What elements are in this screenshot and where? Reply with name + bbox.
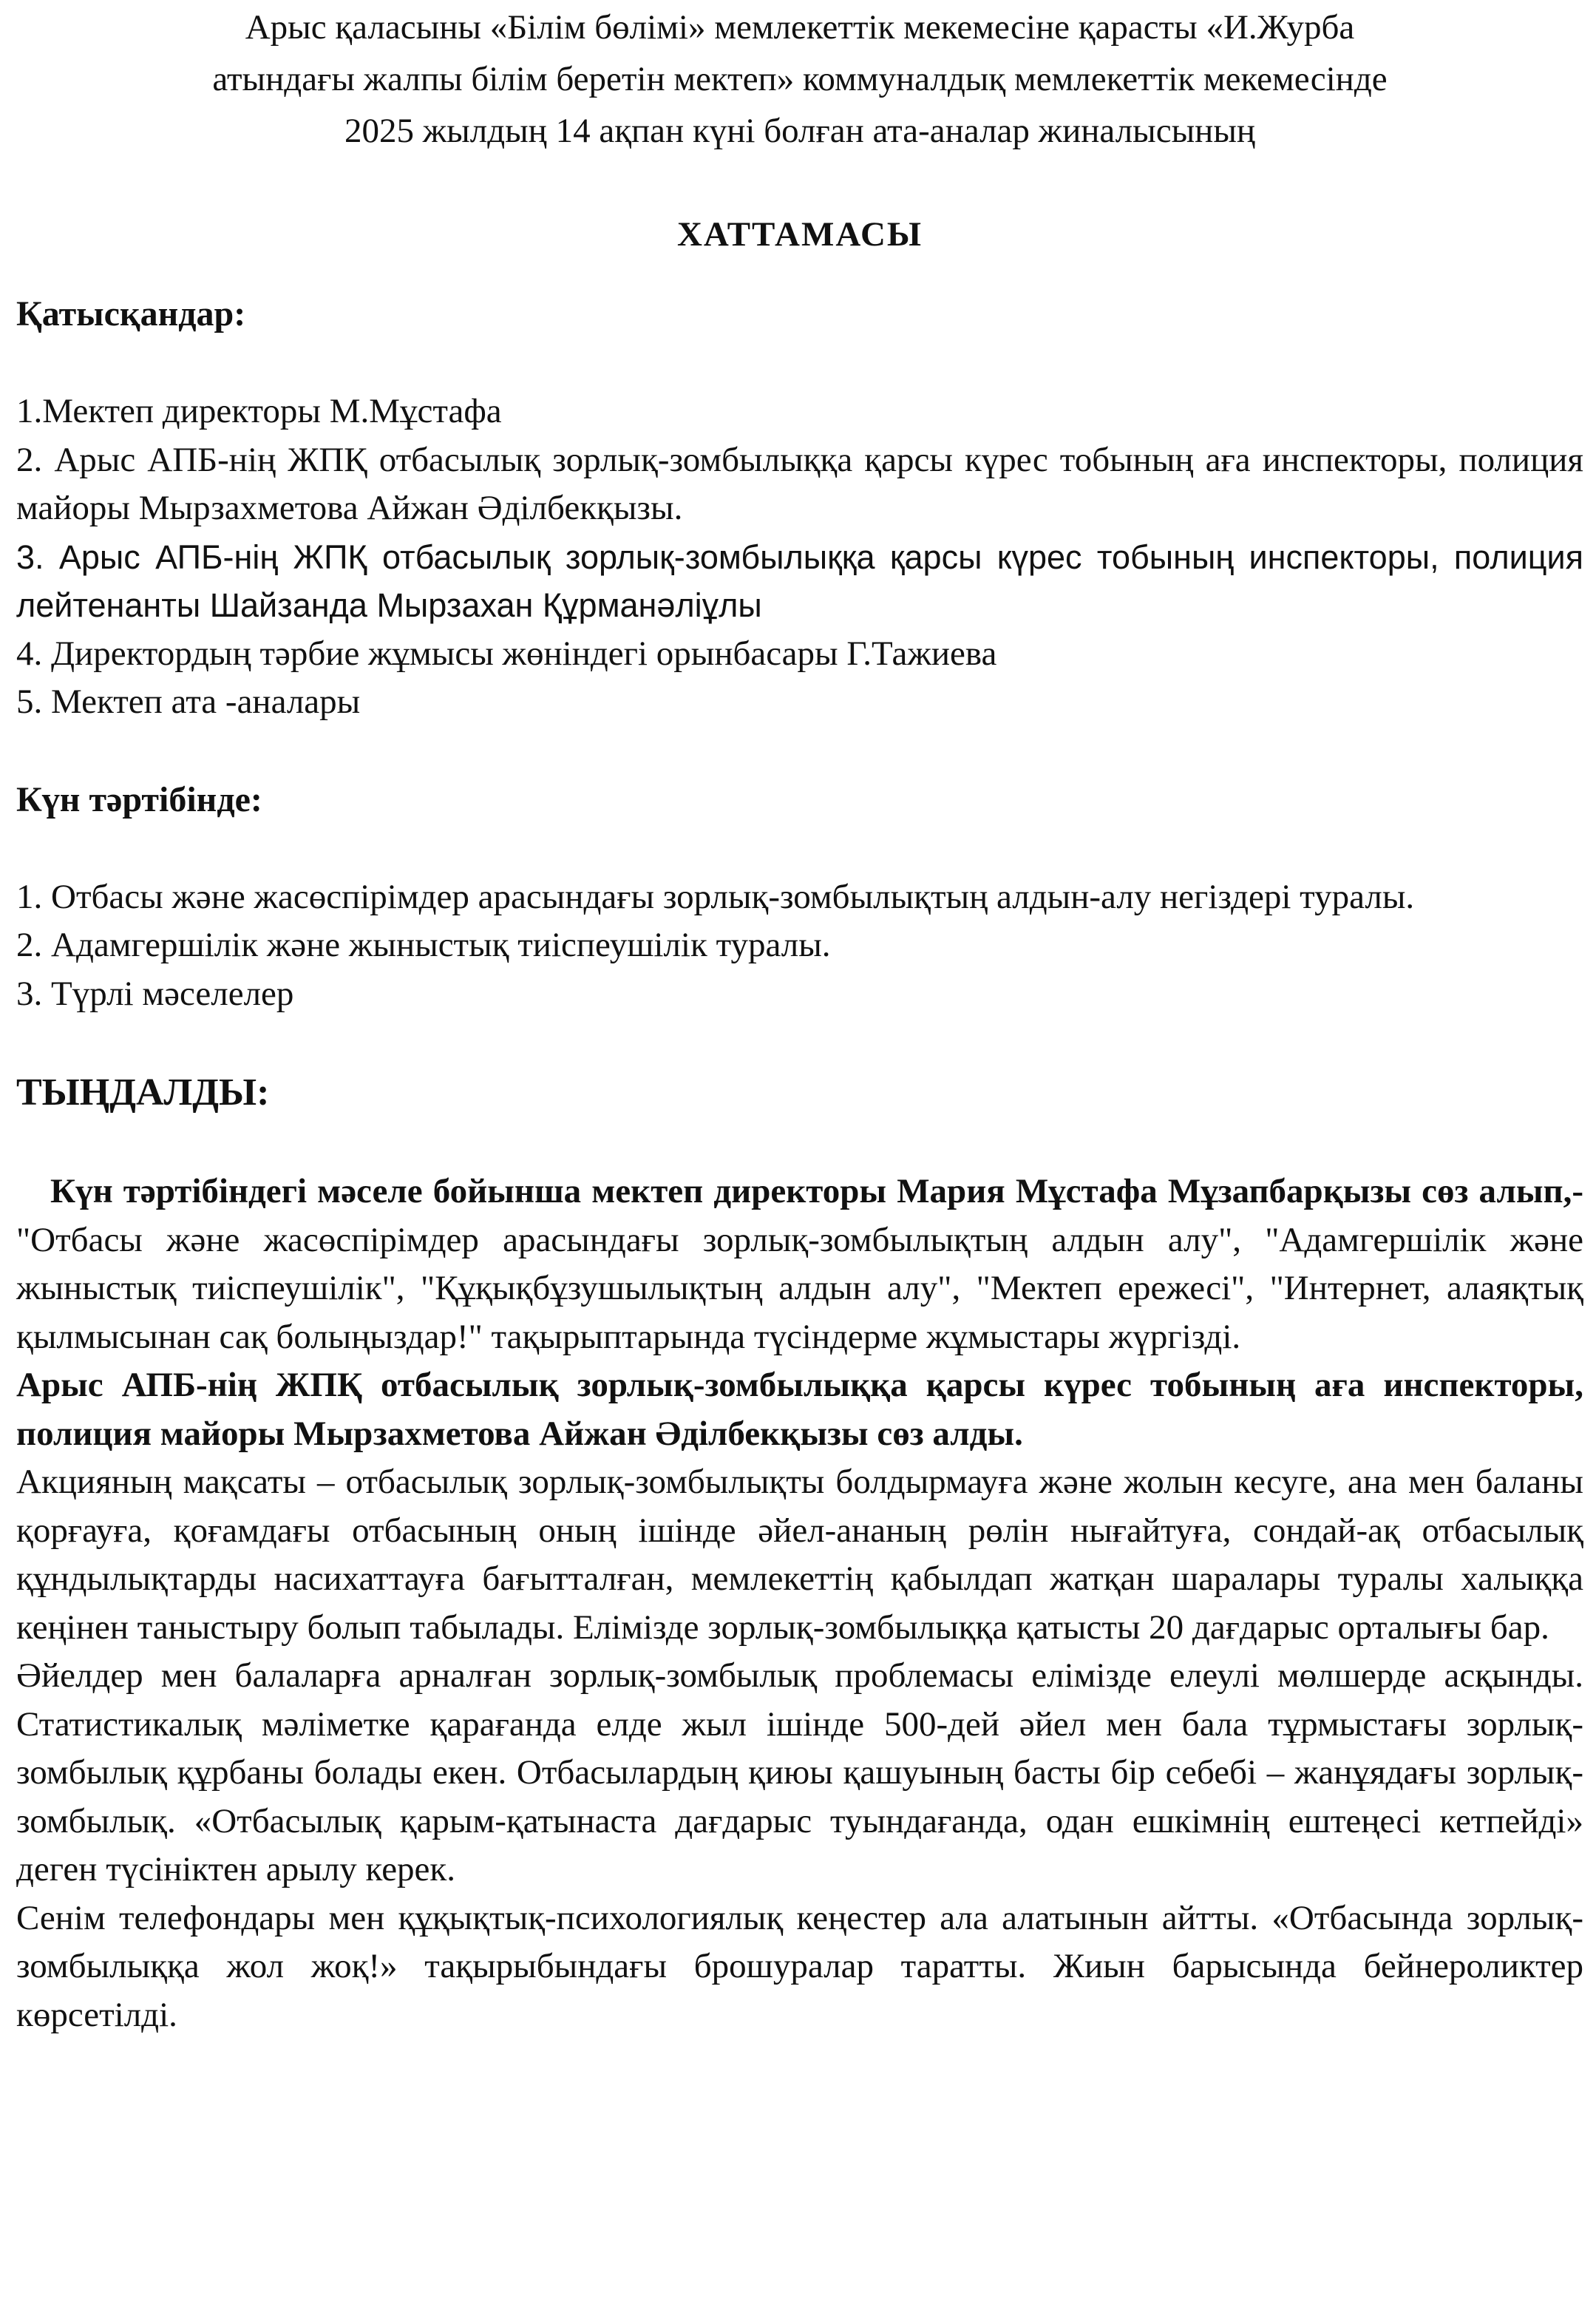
header-line-3: 2025 жылдың 14 ақпан күні болған ата-аналар жиналысының xyxy=(344,112,1256,150)
document-title: ХАТТАМАСЫ xyxy=(676,215,923,254)
participants-heading: Қатысқандар: xyxy=(16,294,246,333)
header-line-1: Арыс қаласыны «Білім бөлімі» мемлекеттік мекемесіне қарасты «И.Журба xyxy=(245,8,1355,47)
participant-item: 4. Директордың тәрбие жұмысы жөніндегі орынбасары Г.Тажиева xyxy=(16,634,997,673)
agenda-list xyxy=(16,873,1583,1019)
director-speech: "Отбасы және жасөспірімдер арасындағы зорлық-зомбылықтың алдын алу", "Адамгершілік және жыныстық тиіспеушілік", "Құқықбұзушылықтың алдын алу", "Мектеп ережесі", "Интернет, алаяқтық қылмысынан сақ болыңыздар!" тақырыптарында түсіндерме жұмыстары жүргізді. xyxy=(16,1220,1583,1356)
agenda-item: 1. Отбасы және жасөспірімдер арасындағы зорлық-зомбылықтың алдын-алу негіздері туралы. xyxy=(16,877,1415,916)
heard-paragraph-5: Сенім телефондары мен құқықтық-психологиялық кеңестер ала алатынын айтты. «Отбасында зорлық-зомбылыққа жол жоқ!» тақырыбындағы брошуралар таратты. Жиын барысында бейнероликтер көрсетілді. xyxy=(16,1898,1583,2034)
participant-item: 3. Арыс АПБ-нің ЖПҚ отбасылық зорлық-зомбылыққа қарсы күрес тобының инспекторы, полиция лейтенанты Шайзанда Мырзахан Құрманәліұлы xyxy=(16,538,1583,624)
document-page xyxy=(16,0,1583,2039)
agenda-heading: Күн тәртібінде: xyxy=(16,779,262,819)
heard-paragraph-4: Әйелдер мен балаларға арналған зорлық-зомбылық проблемасы елімізде елеулі мөлшерде асқынды. Статистикалық мәліметке қарағанда елде жыл ішінде 500-дей әйел мен бала тұрмыстағы зорлық-зомбылық құрбаны болады екен. Отбасылардың қиюы қашуының басты бір себебі – жанұядағы зорлық-зомбылық. «Отбасылық қарым-қатынаста дағдарыс туындағанда, одан ешкімнің ештеңесі кетпейді» деген түсініктен арылу керек. xyxy=(16,1656,1583,1888)
agenda-item: 3. Түрлі мәселелер xyxy=(16,974,294,1013)
participant-item: 5. Мектеп ата -аналары xyxy=(16,682,361,721)
participant-item: 1.Мектеп директоры М.Мұстафа xyxy=(16,392,502,430)
heard-heading: ТЫҢДАЛДЫ: xyxy=(16,1071,270,1114)
agenda-item: 2. Адамгершілік және жыныстық тиіспеушілік туралы. xyxy=(16,926,831,964)
heard-paragraph-2: Арыс АПБ-нің ЖПҚ отбасылық зорлық-зомбылыққа қарсы күрес тобының аға инспекторы, полиция майоры Мырзахметова Айжан Әділбекқызы сөз алды. xyxy=(16,1366,1583,1453)
speaker-director: Күн тәртібіндегі мәселе бойынша мектеп директоры Мария Мұстафа Мұзапбарқызы сөз алып,- xyxy=(50,1172,1583,1210)
participants-list xyxy=(16,387,1583,727)
header-line-2: атындағы жалпы білім беретін мектеп» коммуналдық мемлекеттік мекемесінде xyxy=(212,60,1388,98)
document-header xyxy=(16,1,1583,157)
heard-paragraph-3: Акцияның мақсаты – отбасылық зорлық-зомбылықты болдырмауға және жолын кесуге, ана мен баланы қорғауға, қоғамдағы отбасының оның ішінде әйел-ананың рөлін нығайтуға, сондай-ақ отбасылық құндылықтарды насихаттауға бағытталған, мемлекеттің қабылдап жатқан шаралары туралы халыққа кеңінен таныстыру болып табылады. Елімізде зорлық-зомбылыққа қатысты 20 дағдарыс орталығы бар. xyxy=(16,1463,1583,1647)
participant-item: 2. Арыс АПБ-нің ЖПҚ отбасылық зорлық-зомбылыққа қарсы күрес тобының аға инспекторы, полиция майоры Мырзахметова Айжан Әділбекқызы. xyxy=(16,440,1583,527)
heard-paragraph-1 xyxy=(16,1168,1583,1361)
